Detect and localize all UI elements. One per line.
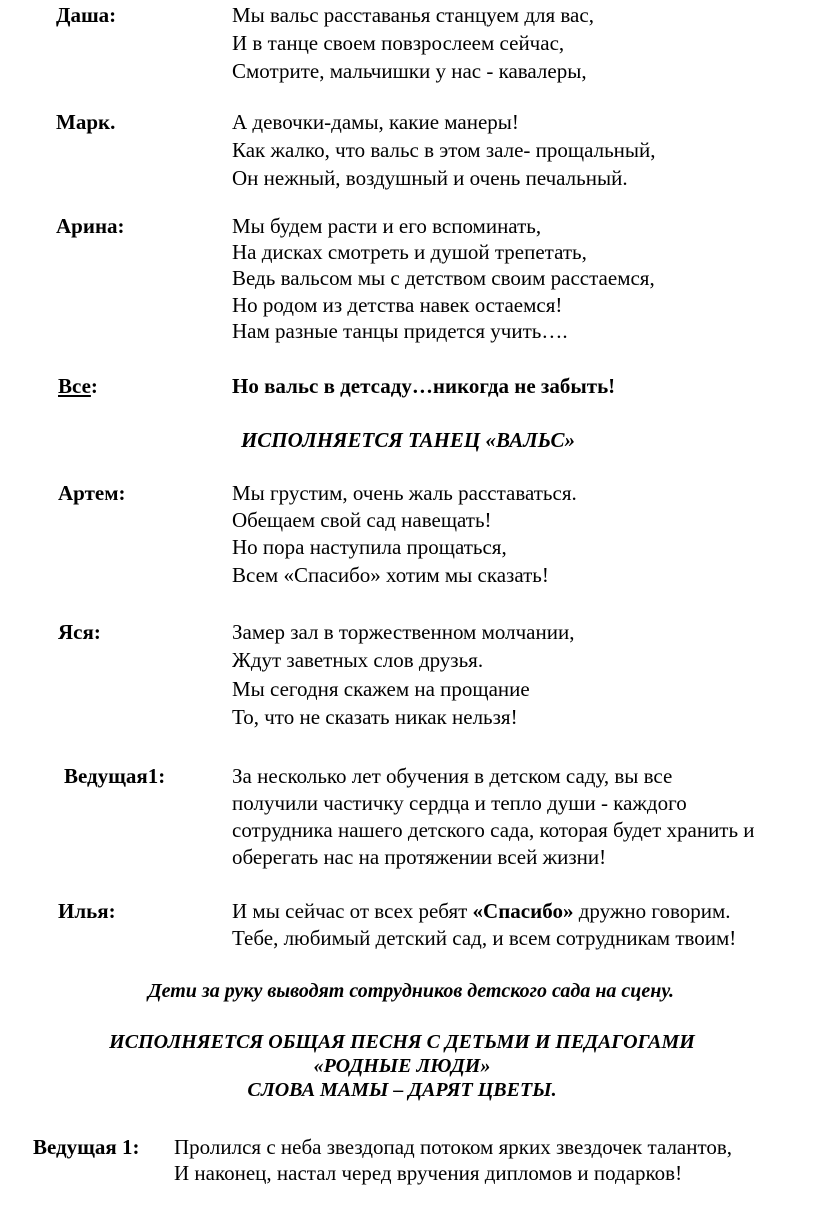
verse-line	[232, 899, 731, 924]
verse-line: Ведь вальсом мы с детством своим расстаемся,	[232, 266, 655, 290]
stage-direction-song-line3: СЛОВА МАМЫ – ДАРЯТ ЦВЕТЫ.	[247, 1079, 557, 1101]
verse-line: То, что не сказать никак нельзя!	[232, 705, 518, 729]
verse-text: дружно говорим.	[573, 899, 731, 923]
stage-direction-song-line2: «РОДНЫЕ ЛЮДИ»	[313, 1055, 491, 1077]
verse-line: За несколько лет обучения в детском саду, вы все	[232, 764, 673, 788]
verse-line: Пролился с неба звездопад потоком ярких звездочек талантов,	[174, 1135, 733, 1159]
verse-line: Нам разные танцы придется учить….	[232, 319, 568, 343]
verse-line: Смотрите, мальчишки у нас - кавалеры,	[232, 59, 587, 83]
verse-line-bold: Но вальс в детсаду…никогда не забыть!	[232, 374, 616, 398]
speaker-host1-final: Ведущая 1:	[33, 1135, 140, 1159]
verse-line: Он нежный, воздушный и очень печальный.	[232, 166, 628, 190]
verse-line: оберегать нас на протяжении всей жизни!	[232, 845, 607, 869]
verse-line: Ждут заветных слов друзья.	[232, 648, 484, 672]
verse-text-bold: «Спасибо»	[472, 899, 574, 923]
stage-direction-dance: ИСПОЛНЯЕТСЯ ТАНЕЦ «ВАЛЬС»	[240, 428, 576, 452]
verse-line: Обещаем свой сад навещать!	[232, 508, 492, 532]
verse-line: Как жалко, что вальс в этом зале- прощальный,	[232, 138, 656, 162]
verse-line: Всем «Спасибо» хотим мы сказать!	[232, 563, 549, 587]
verse-line: Но пора наступила прощаться,	[232, 535, 507, 559]
speaker-all	[58, 374, 98, 399]
verse-line: Мы вальс расставанья станцуем для вас,	[232, 3, 594, 27]
speaker-host1: Ведущая1:	[64, 764, 166, 788]
stage-direction-staff: Дети за руку выводят сотрудников детского сада на сцену.	[147, 980, 675, 1002]
speaker-artem: Артем:	[58, 481, 126, 505]
verse-line: И в танце своем повзрослеем сейчас,	[232, 31, 565, 55]
verse-line: И наконец, настал черед вручения дипломов и подарков!	[174, 1161, 683, 1185]
speaker-mark: Марк.	[56, 110, 116, 134]
speaker-arina: Арина:	[56, 214, 125, 238]
verse-line: Замер зал в торжественном молчании,	[232, 620, 575, 644]
speaker-all-colon: :	[90, 374, 98, 398]
speaker-ilya: Илья:	[58, 899, 116, 923]
verse-line: сотрудника нашего детского сада, которая будет хранить и	[232, 818, 755, 842]
verse-line: Тебе, любимый детский сад, и всем сотрудникам твоим!	[232, 926, 737, 950]
verse-line: Но родом из детства навек остаемся!	[232, 293, 563, 317]
verse-line: Мы будем расти и его вспоминать,	[232, 214, 542, 238]
verse-line: Мы грустим, очень жаль расставаться.	[232, 481, 577, 505]
verse-line: Мы сегодня скажем на прощание	[232, 677, 530, 701]
speaker-all-name: Все	[58, 374, 91, 398]
speaker-yasya: Яся:	[58, 620, 101, 644]
speaker-dasha: Даша:	[56, 3, 117, 27]
verse-line: А девочки-дамы, какие манеры!	[232, 110, 519, 134]
verse-line: получили частичку сердца и тепло души - каждого	[232, 791, 687, 815]
verse-line: На дисках смотреть и душой трепетать,	[232, 240, 587, 264]
verse-text: И мы сейчас от всех ребят	[232, 899, 473, 923]
stage-direction-song-line1: ИСПОЛНЯЕТСЯ ОБЩАЯ ПЕСНЯ С ДЕТЬМИ И ПЕДАГОГАМИ	[109, 1031, 695, 1053]
